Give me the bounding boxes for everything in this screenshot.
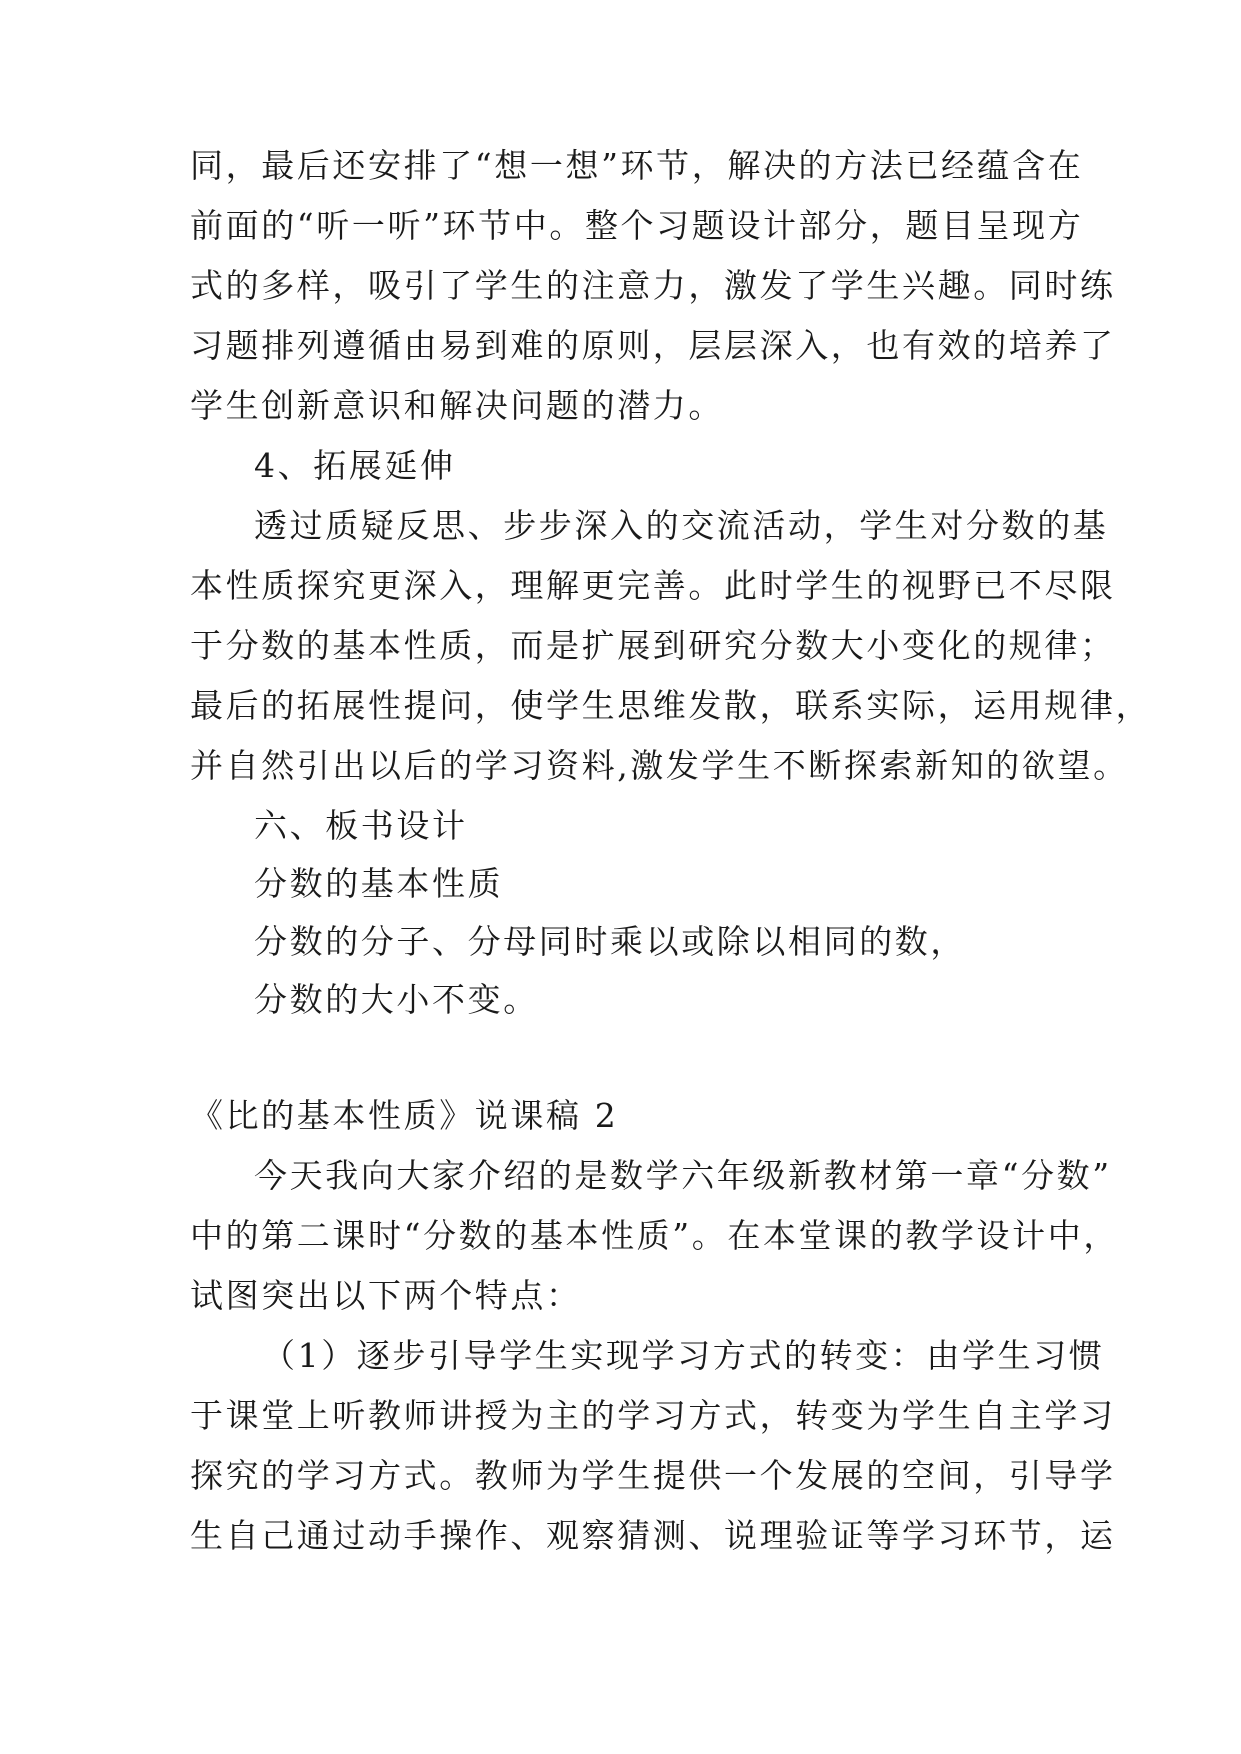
paragraph-line: 于课堂上听教师讲授为主的学习方式，转变为学生自主学习 <box>190 1396 1116 1435</box>
board-line: 分数的大小不变。 <box>254 980 539 1019</box>
paragraph-line: 学生创新意识和解决问题的潜力。 <box>190 386 724 425</box>
paragraph-line: 于分数的基本性质，而是扩展到研究分数大小变化的规律； <box>190 626 1116 665</box>
paragraph-line: 习题排列遵循由易到难的原则，层层深入，也有效的培养了 <box>190 326 1116 365</box>
paragraph-line: 生自己通过动手操作、观察猜测、说理验证等学习环节，运 <box>190 1516 1116 1555</box>
board-line: 分数的基本性质 <box>254 864 504 903</box>
paragraph-line: 并自然引出以后的学习资料,激发学生不断探索新知的欲望。 <box>190 746 1129 785</box>
paragraph-line: 试图突出以下两个特点： <box>190 1276 582 1315</box>
paragraph-line: 最后的拓展性提问，使学生思维发散，联系实际，运用规律， <box>190 686 1152 725</box>
paragraph-line: 今天我向大家介绍的是数学六年级新教材第一章“分数” <box>254 1156 1112 1195</box>
document-title: 《比的基本性质》说课稿 2 <box>190 1096 619 1135</box>
paragraph-line: 本性质探究更深入，理解更完善。此时学生的视野已不尽限 <box>190 566 1116 605</box>
paragraph-line: 同，最后还安排了“想一想”环节，解决的方法已经蕴含在 <box>190 146 1084 185</box>
section-heading-6: 六、板书设计 <box>254 806 468 845</box>
paragraph-line: 式的多样，吸引了学生的注意力，激发了学生兴趣。同时练 <box>190 266 1116 305</box>
paragraph-line: 前面的“听一听”环节中。整个习题设计部分，题目呈现方 <box>190 206 1084 245</box>
paragraph-line: 探究的学习方式。教师为学生提供一个发展的空间，引导学 <box>190 1456 1116 1495</box>
board-line: 分数的分子、分母同时乘以或除以相同的数， <box>254 922 966 961</box>
paragraph-line: 中的第二课时“分数的基本性质”。在本堂课的教学设计中， <box>190 1216 1119 1255</box>
paragraph-line: （1）逐步引导学生实现学习方式的转变：由学生习惯 <box>262 1336 1105 1375</box>
paragraph-line: 透过质疑反思、步步深入的交流活动，学生对分数的基 <box>254 506 1109 545</box>
section-heading-4: 4、拓展延伸 <box>254 446 456 485</box>
